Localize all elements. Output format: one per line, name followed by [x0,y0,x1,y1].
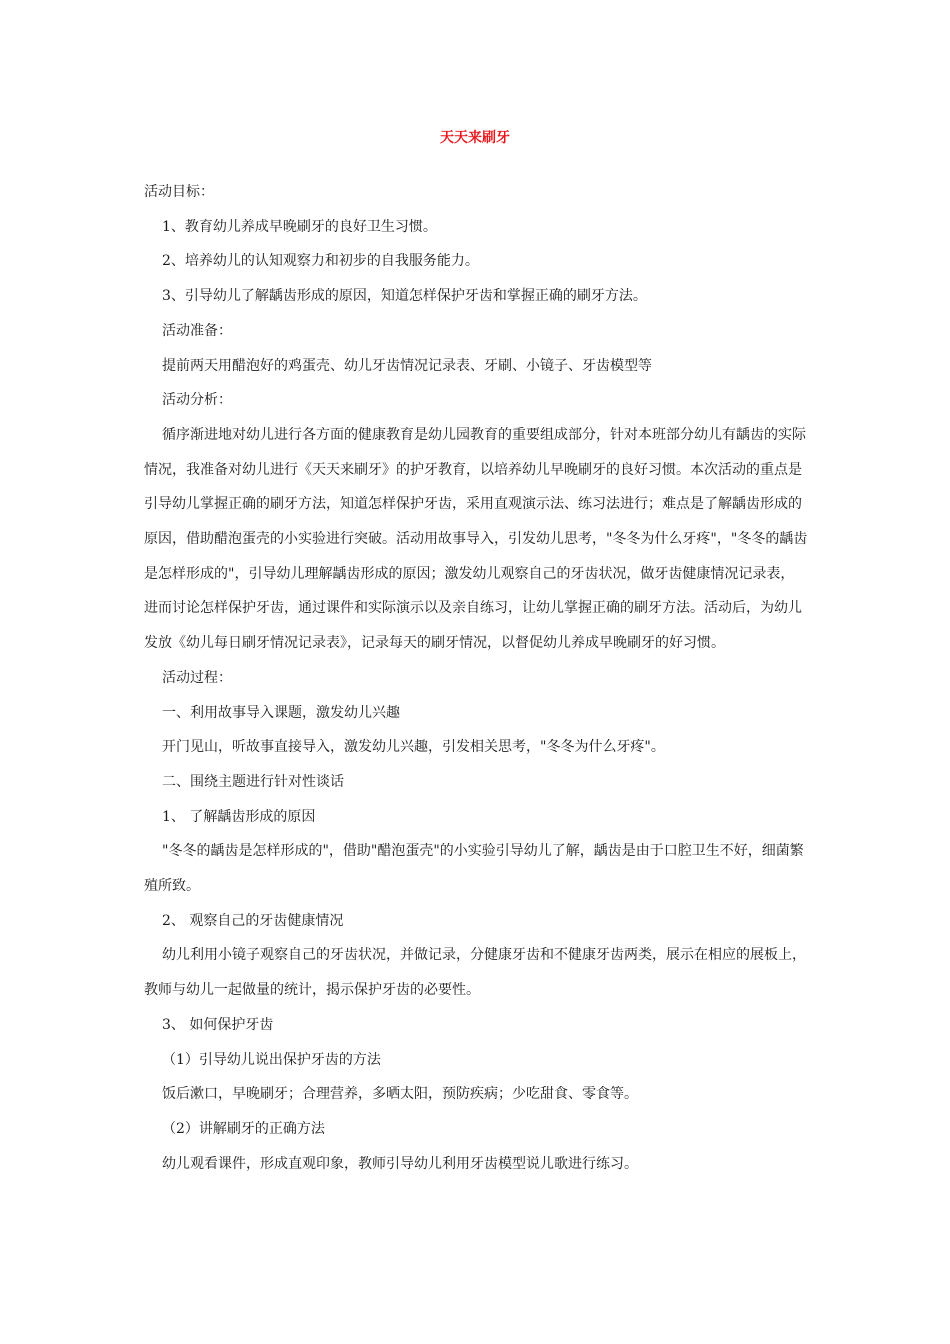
paragraph-goal-1: 1、教育幼儿养成早晚刷牙的良好卫生习惯。 [162,218,437,235]
paragraph-goal-3: 3、引导幼儿了解龋齿形成的原因，知道怎样保护牙齿和掌握正确的刷牙方法。 [162,288,647,305]
paragraph-step-2: 二、围绕主题进行针对性谈话 [162,773,344,790]
paragraph-method-2-body: 幼儿观看课件，形成直观印象，教师引导幼儿利用牙齿模型说儿歌进行练习。 [162,1155,638,1172]
paragraph-analysis-heading: 活动分析： [162,392,232,409]
paragraph-step-1: 一、利用故事导入课题，激发幼儿兴趣 [162,704,400,721]
paragraph-substep-3: 3、 如何保护牙齿 [162,1016,274,1033]
paragraph-prep-items: 提前两天用醋泡好的鸡蛋壳、幼儿牙齿情况记录表、牙刷、小镜子、牙齿模型等 [162,357,652,374]
paragraph-goal-2: 2、培养幼儿的认知观察力和初步的自我服务能力。 [162,253,479,270]
paragraph-substep-2-body: 幼儿利用小镜子观察自己的牙齿状况，并做记录，分健康牙齿和不健康牙齿两类，展示在相应的展板上，教师与幼儿一起做量的统计，揭示保护牙齿的必要性。 [144,947,806,999]
paragraph-substep-1: 1、 了解龋齿形成的原因 [162,808,316,825]
paragraph-process-heading: 活动过程： [162,669,232,686]
document-title: 天天来刷牙 [440,130,510,146]
paragraph-method-1-body: 饭后漱口，早晚刷牙；合理营养，多晒太阳，预防疾病；少吃甜食、零食等。 [162,1086,638,1103]
paragraph-method-1: （1）引导幼儿说出保护牙齿的方法 [162,1051,381,1068]
paragraph-method-2: （2）讲解刷牙的正确方法 [162,1120,325,1137]
paragraph-step-1-body: 开门见山，听故事直接导入，激发幼儿兴趣，引发相关思考，"冬冬为什么牙疼"。 [162,739,665,756]
paragraph-goals-heading: 活动目标： [144,184,214,200]
paragraph-substep-2: 2、 观察自己的牙齿健康情况 [162,912,344,929]
paragraph-analysis-body: 循序渐进地对幼儿进行各方面的健康教育是幼儿园教育的重要组成部分，针对本班部分幼儿有龋齿的实际情况，我准备对幼儿进行《天天来刷牙》的护牙教育，以培养幼儿早晚刷牙的良好习惯。本次活动的重点是引导幼儿掌握正确的刷牙方法，知道怎样保护牙齿，采用直观演示法、练习法进行；难点是了解龋齿形成的原因，借助醋泡蛋壳的小实验进行突破。活动用故事导入，引发幼儿思考，"冬冬为什么牙疼"，"冬冬的龋齿是怎样形成的"，引导幼儿理解龋齿形成的原因；激发幼儿观察自己的牙齿状况，做牙齿健康情况记录表，进而讨论怎样保护牙齿，通过课件和实际演示以及亲自练习，让幼儿掌握正确的刷牙方法。活动后，为幼儿发放《幼儿每日刷牙情况记录表》，记录每天的刷牙情况，以督促幼儿养成早晚刷牙的好习惯。 [144,426,808,652]
paragraph-substep-1-body: "冬冬的龋齿是怎样形成的"，借助"醋泡蛋壳"的小实验引导幼儿了解，龋齿是由于口腔卫生不好，细菌繁殖所致。 [144,843,804,895]
paragraph-prep-heading: 活动准备： [162,322,232,339]
document-body [144,175,808,1181]
